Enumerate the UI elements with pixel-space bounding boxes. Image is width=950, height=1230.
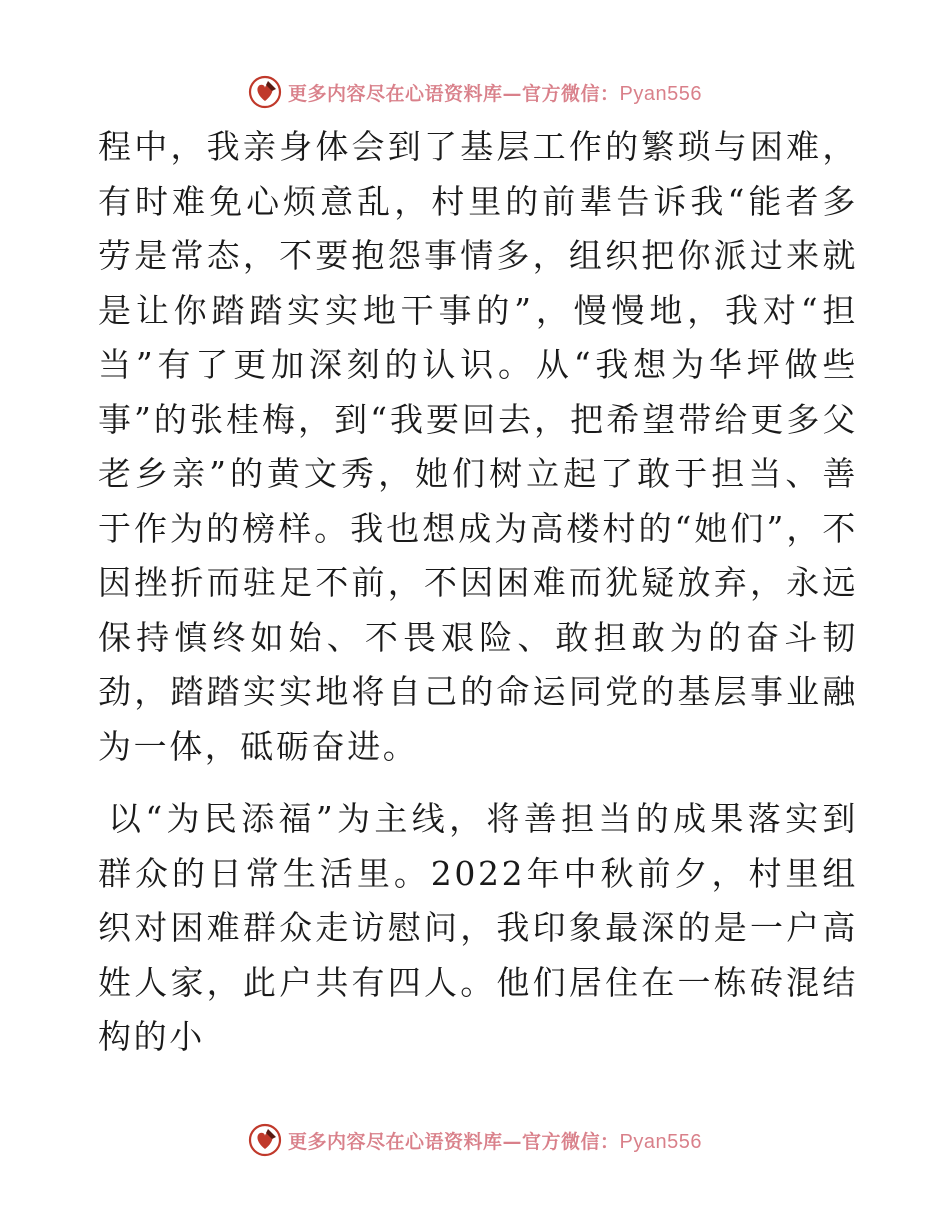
paragraph: 程中，我亲身体会到了基层工作的繁琐与困难，有时难免心烦意乱，村里的前辈告诉我“能者多劳是常态，不要抱怨事情多，组织把你派过来就是让你踏踏实实地干事的”，慢慢地，我对“担当”有了更加深刻的认识。从“我想为华坪做些事”的张桂梅，到“我要回去，把希望带给更多父老乡亲”的黄文秀，她们树立起了敢于担当、善于作为的榜样。我也想成为高楼村的“她们”，不因挫折而驻足不前，不因困难而犹疑放弃，永远保持慎终如始、不畏艰险、敢担敢为的奋斗韧劲，踏踏实实地将自己的命运同党的基层事业融为一体，砥砺奋进。 [98,127,858,766]
heart-pen-logo-icon [248,1123,282,1157]
paragraph: 以“为民添福”为主线，将善担当的成果落实到群众的日常生活里。2022年中秋前夕，村里组织对困难群众走访慰问，我印象最深的是一户高姓人家，此户共有四人。他们居住在一栋砖混结构的小 [98,799,858,1056]
document-body [98,120,858,1065]
heart-pen-logo-icon [248,75,282,109]
footer-watermark [0,1120,950,1160]
watermark-text: 更多内容尽在心语资料库—官方微信：Pyan556 [288,1130,702,1153]
header-watermark [0,72,950,112]
watermark-text: 更多内容尽在心语资料库—官方微信：Pyan556 [288,82,702,105]
